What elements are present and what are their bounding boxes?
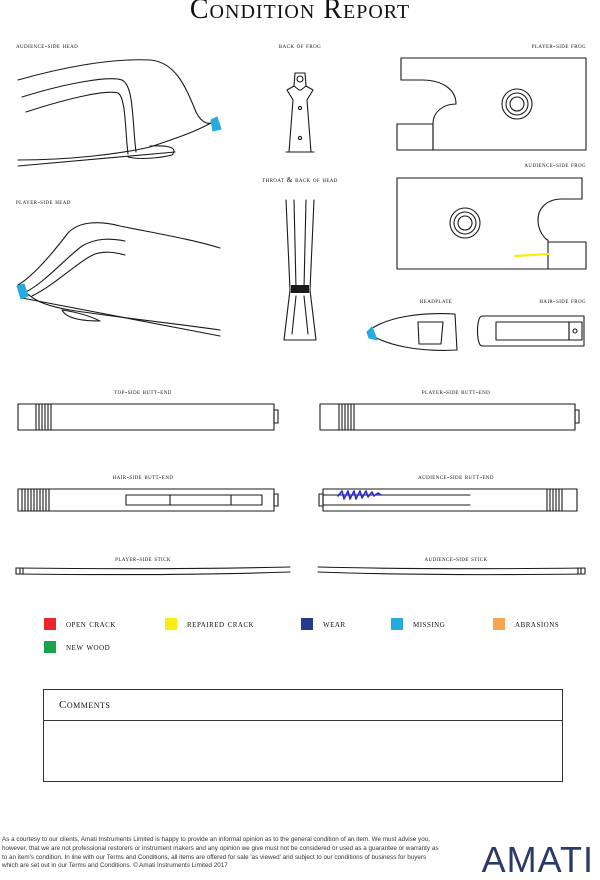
label-top-side-butt-end: top-side butt-end: [114, 387, 172, 396]
label-hair-side-frog: hair-side frog: [539, 296, 586, 305]
swatch-abrasions: [493, 618, 505, 630]
comments-heading: Comments: [44, 690, 562, 721]
label-throat-back-of-head: throat & back of head: [262, 175, 338, 184]
swatch-wear: [301, 618, 313, 630]
legend-item-open-crack: [44, 617, 116, 631]
swatch-missing: [391, 618, 403, 630]
missing-mark-headplate: [367, 327, 377, 340]
label-player-side-butt-end: player-side butt-end: [421, 387, 491, 396]
legend-label-missing: missing: [413, 618, 446, 630]
audience-side-butt-end-drawing: [319, 489, 577, 511]
audience-side-head-drawing: [18, 60, 221, 166]
label-audience-side-stick: audience-side stick: [424, 554, 488, 563]
legend-label-wear: wear: [323, 618, 346, 630]
legend-label-open-crack: open crack: [66, 618, 116, 630]
hair-side-frog-drawing: [478, 316, 585, 346]
swatch-repaired-crack: [165, 618, 177, 630]
top-side-butt-end-drawing: [18, 404, 278, 430]
back-of-frog-drawing: [286, 73, 314, 152]
player-side-head-drawing: [17, 223, 220, 336]
label-audience-side-butt-end: audience-side butt-end: [418, 472, 494, 481]
missing-mark-audience-head: [211, 117, 221, 131]
amati-logo: AMATI: [481, 839, 594, 880]
missing-mark-player-head: [17, 284, 28, 299]
legend-item-wear: [301, 617, 346, 631]
legend-item-abrasions: [493, 617, 559, 631]
repaired-crack-mark: [515, 254, 549, 256]
player-side-stick-drawing: [16, 567, 290, 575]
label-player-side-stick: player-side stick: [115, 554, 171, 563]
comments-box: [43, 689, 563, 782]
label-audience-side-frog: audience-side frog: [524, 160, 586, 169]
player-side-butt-end-drawing: [320, 404, 579, 430]
headplate-drawing: [367, 314, 457, 351]
legend-item-new-wood: [44, 640, 110, 654]
page-title: Condition Report: [189, 0, 411, 25]
audience-side-frog-drawing: [397, 178, 586, 269]
legend-label-new-wood: new wood: [66, 641, 111, 653]
footer-disclaimer: As a courtesy to our clients, Amati Instruments Limited is happy to provide an informal opinion as to the general condition of an item. We must advise you, however, that we are not professional restorers or instrument makers and any opinion we give must not be considered or used as a guarantee or warranty as to an item's condition. In line with our Terms and Conditions, all items are offered for sale 'as viewed' and subject to our conditions of business for buyers which are set out in our Terms and Conditions. © Amati Instruments Limited 2017: [2, 836, 439, 870]
legend-item-repaired-crack: [165, 617, 254, 631]
throat-back-of-head-drawing: [284, 200, 316, 340]
audience-side-stick-drawing: [318, 567, 585, 575]
player-side-frog-drawing: [397, 58, 586, 150]
legend-label-abrasions: abrasions: [515, 618, 560, 630]
label-back-of-frog: back of frog: [278, 41, 322, 50]
label-headplate: headplate: [419, 296, 453, 305]
label-hair-side-butt-end: hair-side butt-end: [112, 472, 174, 481]
comments-field[interactable]: [44, 721, 562, 781]
label-player-side-head: player-side head: [16, 197, 71, 206]
legend-item-missing: [391, 617, 445, 631]
label-audience-side-head: audience-side head: [16, 41, 79, 50]
legend-label-repaired-crack: repaired crack: [187, 618, 255, 630]
hair-side-butt-end-drawing: [18, 489, 278, 511]
swatch-new-wood: [44, 641, 56, 653]
swatch-open-crack: [44, 618, 56, 630]
label-player-side-frog: player-side frog: [531, 41, 586, 50]
